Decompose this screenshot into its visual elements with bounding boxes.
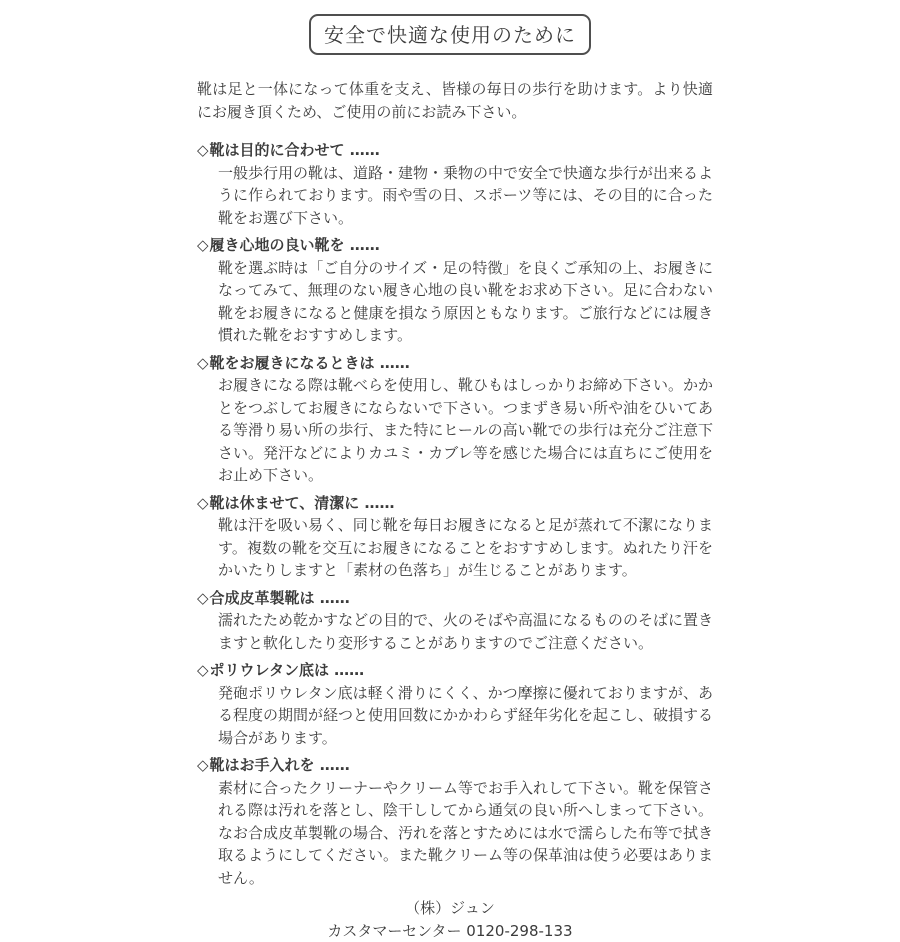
section-heading bbox=[197, 587, 713, 610]
section-body-paragraph: 靴は汗を吸い易く、同じ靴を毎日お履きになると足が蒸れて不潔になります。複数の靴を交互にお履きになることをおすすめします。ぬれたり汗をかいたりしますと「素材の色落ち」が生じることがあります。 bbox=[218, 514, 713, 582]
section-body-paragraph: 一般歩行用の靴は、道路・建物・乗物の中で安全で快適な歩行が出来るように作られております。雨や雪の日、スポーツ等には、その目的に合った靴をお選び下さい。 bbox=[218, 162, 713, 230]
section-body-paragraph: お履きになる際は靴べらを使用し、靴ひもはしっかりお締め下さい。かかとをつぶしてお履きにならないで下さい。つまずき易い所や油をひいてある等滑り易い所の歩行、また特にヒールの高い靴での歩行は充分ご注意下さい。発汗などによりカユミ・カブレ等を感じた場合には直ちにご使用をお止め下さい。 bbox=[218, 374, 713, 487]
intro-paragraph: 靴は足と一体になって体重を支え、皆様の毎日の歩行を助けます。より快適にお履き頂くため、ご使用の前にお読み下さい。 bbox=[197, 78, 713, 123]
footer-company: （株）ジュン bbox=[0, 897, 900, 920]
footer-customer-center: カスタマーセンター 0120-298-133 bbox=[0, 920, 900, 942]
diamond-bullet-icon: ◇ bbox=[197, 756, 209, 774]
diamond-bullet-icon: ◇ bbox=[197, 494, 209, 512]
page-title: 安全で快適な使用のために bbox=[309, 14, 591, 55]
diamond-bullet-icon: ◇ bbox=[197, 589, 209, 607]
title-row bbox=[0, 0, 900, 55]
diamond-bullet-icon: ◇ bbox=[197, 141, 209, 159]
section-body-paragraph: 発砲ポリウレタン底は軽く滑りにくく、かつ摩擦に優れておりますが、ある程度の期間が経つと使用回数にかかわらず経年劣化を起こし、破損する場合があります。 bbox=[218, 682, 713, 750]
section-heading-text: 靴はお手入れを …… bbox=[210, 756, 350, 774]
section-body-paragraph: 濡れたため乾かすなどの目的で、火のそばや高温になるもののそばに置きますと軟化したり変形することがありますのでご注意ください。 bbox=[218, 609, 713, 654]
section-heading-text: 靴は休ませて、清潔に …… bbox=[210, 494, 395, 512]
section-4 bbox=[197, 492, 713, 582]
section-1 bbox=[197, 139, 713, 229]
section-2 bbox=[197, 234, 713, 347]
section-heading bbox=[197, 754, 713, 777]
section-heading bbox=[197, 492, 713, 515]
section-heading-text: 合成皮革製靴は …… bbox=[210, 589, 350, 607]
section-7 bbox=[197, 754, 713, 889]
section-heading bbox=[197, 139, 713, 162]
section-5 bbox=[197, 587, 713, 655]
section-body-paragraph: 靴を選ぶ時は「ご自分のサイズ・足の特徴」を良くご承知の上、お履きになってみて、無理のない履き心地の良い靴をお求め下さい。足に合わない靴をお履きになると健康を損なう原因ともなります。ご旅行などには履き慣れた靴をおすすめします。 bbox=[218, 257, 713, 347]
footer bbox=[0, 897, 900, 942]
section-heading-text: ポリウレタン底は …… bbox=[210, 661, 365, 679]
section-heading bbox=[197, 234, 713, 257]
section-heading bbox=[197, 659, 713, 682]
section-6 bbox=[197, 659, 713, 749]
section-body-paragraph: 素材に合ったクリーナーやクリーム等でお手入れして下さい。靴を保管される際は汚れを落とし、陰干ししてから通気の良い所へしまって下さい。 bbox=[218, 777, 713, 822]
section-heading-text: 履き心地の良い靴を …… bbox=[210, 236, 380, 254]
diamond-bullet-icon: ◇ bbox=[197, 236, 209, 254]
section-3 bbox=[197, 352, 713, 487]
section-heading-text: 靴をお履きになるときは …… bbox=[210, 354, 410, 372]
sections bbox=[197, 139, 713, 889]
section-body-paragraph: なお合成皮革製靴の場合、汚れを落とすためには水で濡らした布等で拭き取るようにしてください。また靴クリーム等の保革油は使う必要はありません。 bbox=[218, 822, 713, 890]
content bbox=[197, 78, 713, 889]
diamond-bullet-icon: ◇ bbox=[197, 661, 209, 679]
section-heading bbox=[197, 352, 713, 375]
diamond-bullet-icon: ◇ bbox=[197, 354, 209, 372]
section-heading-text: 靴は目的に合わせて …… bbox=[210, 141, 380, 159]
